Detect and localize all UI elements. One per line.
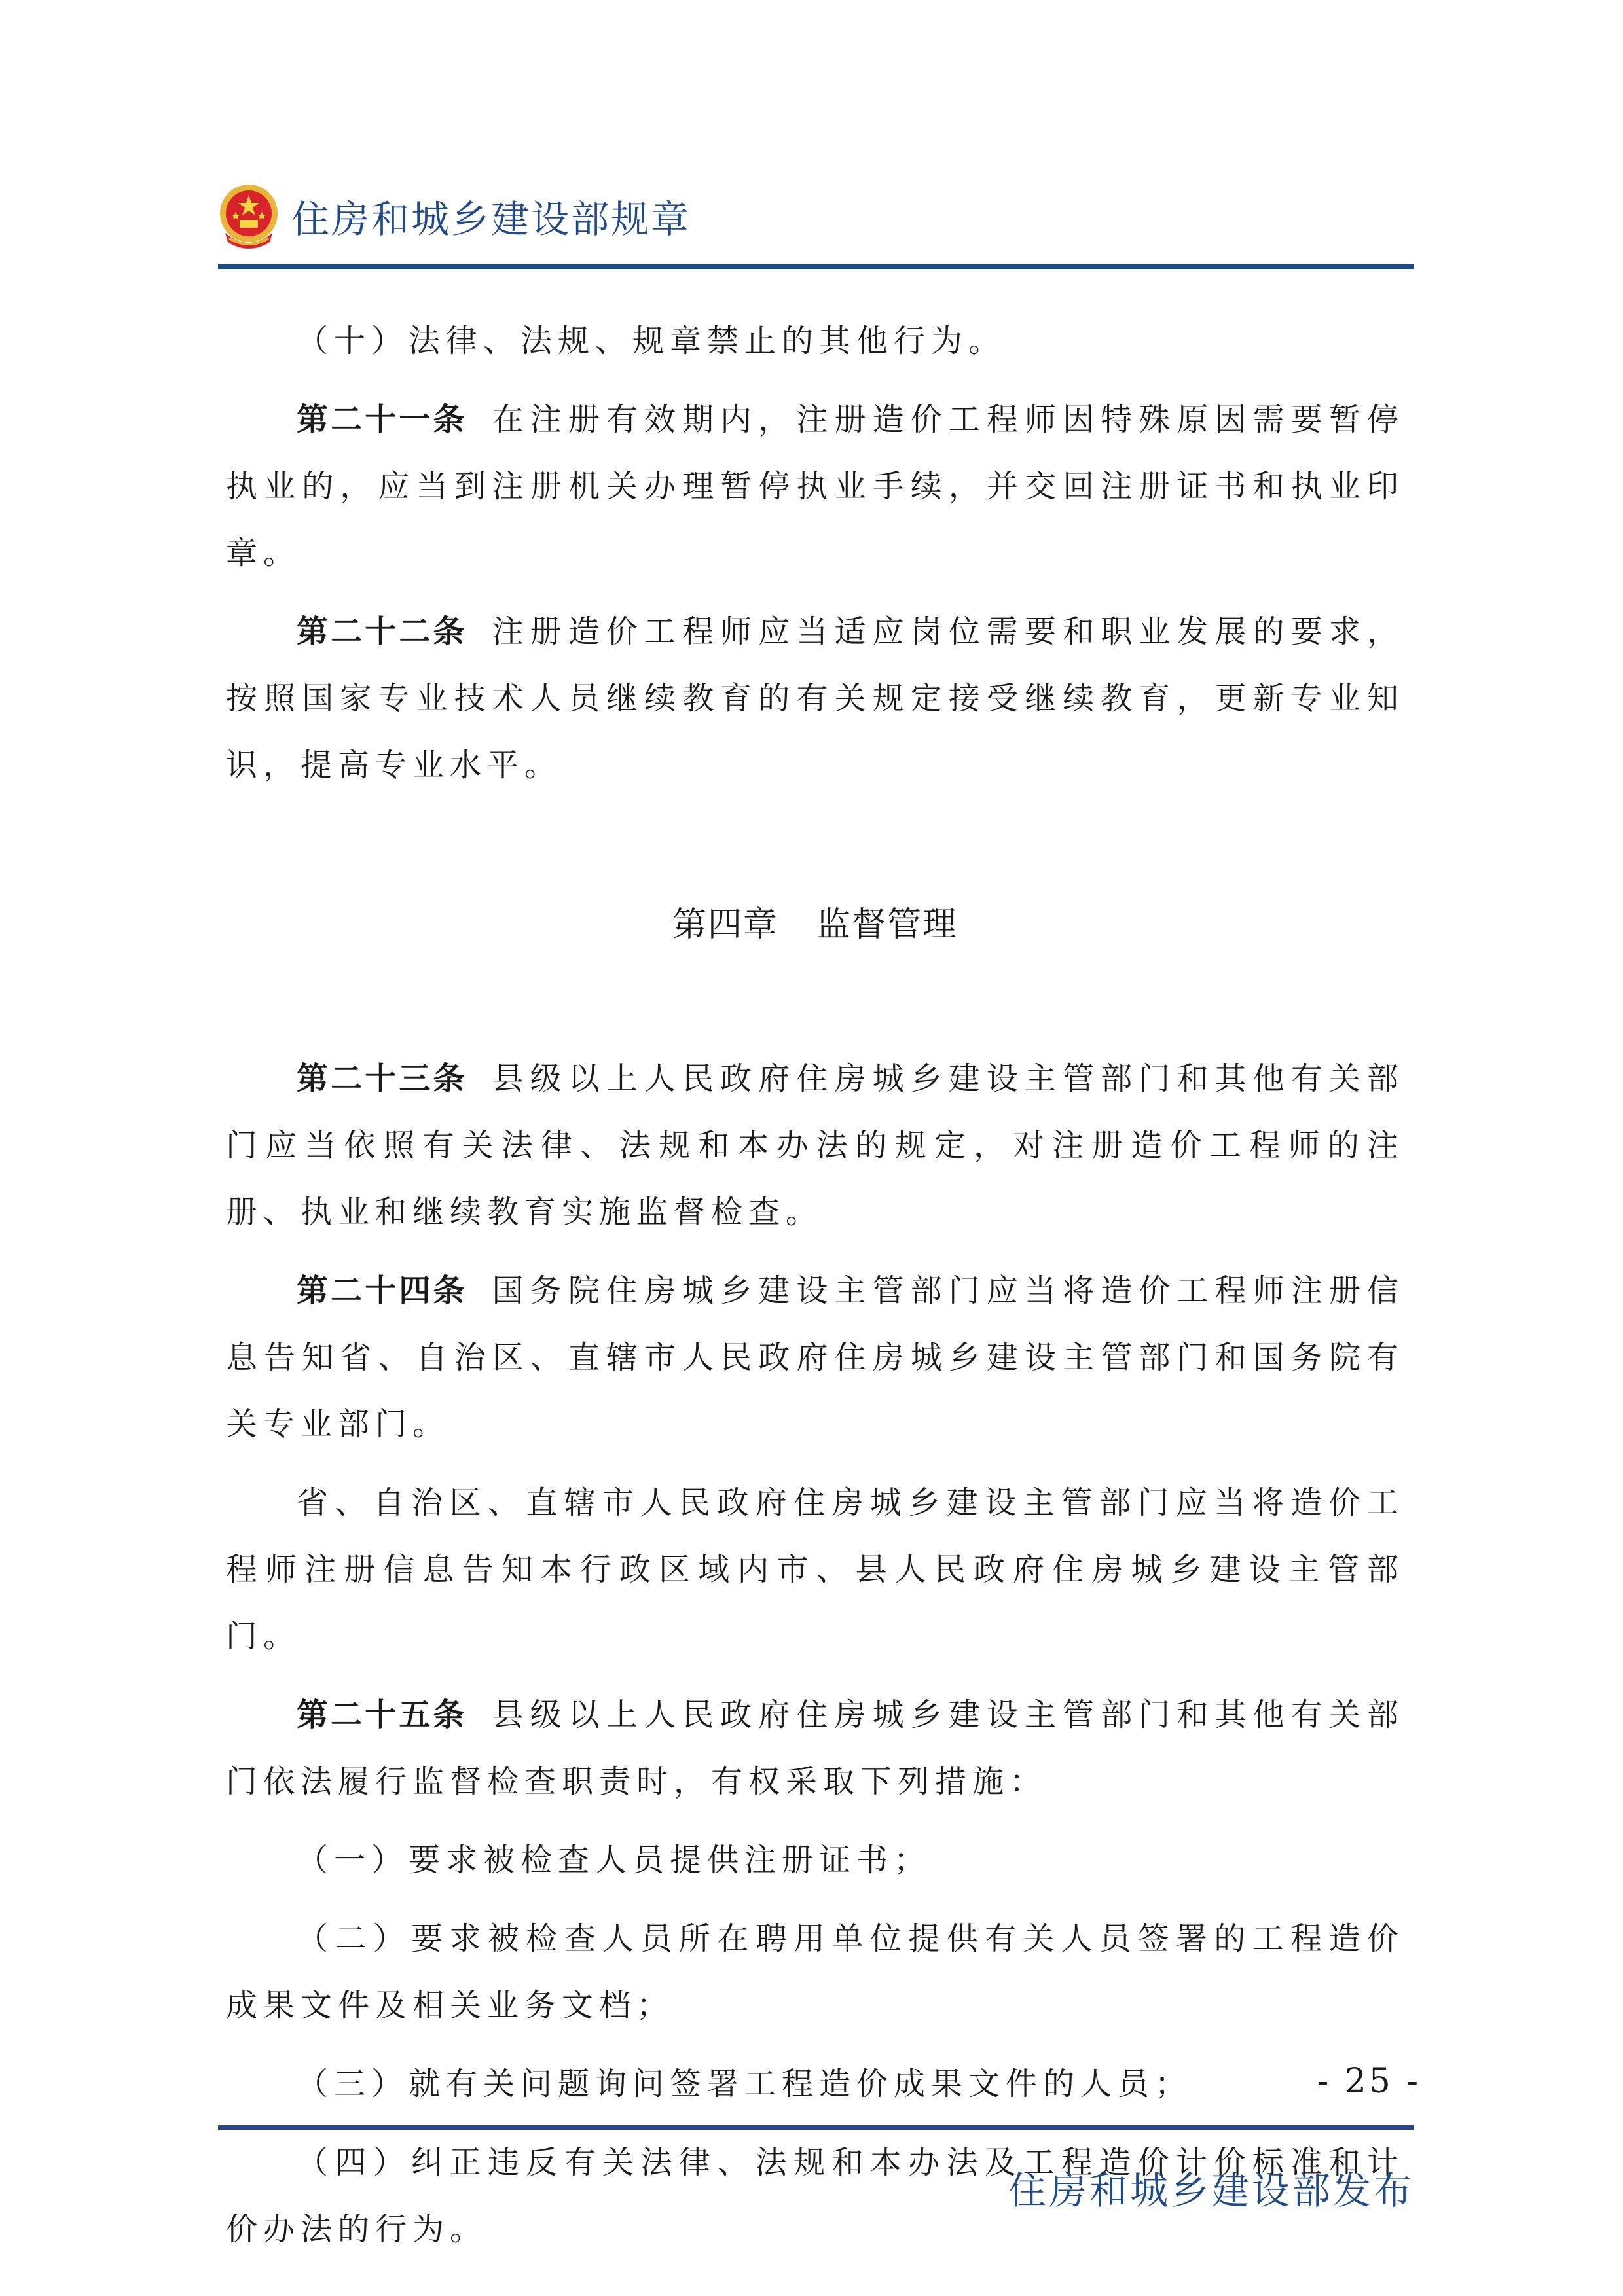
article-text: 国务院住房城乡建设主管部门应当将造价工程师注册信息告知省、自治区、直辖市人民政府住房城乡建设主管部门和国务院有关专业部门。 xyxy=(226,1272,1404,1443)
list-item xyxy=(226,1905,1404,2039)
article-text: 县级以上人民政府住房城乡建设主管部门和其他有关部门依法履行监督检查职责时，有权采取下列措施： xyxy=(226,1696,1404,1800)
list-item xyxy=(226,1827,1404,1893)
article-25 xyxy=(226,1681,1404,1815)
footer-publisher: 住房和城乡建设部发布 xyxy=(1008,2168,1414,2213)
paragraph-text: （十）法律、法规、规章禁止的其他行为。 xyxy=(297,323,1006,359)
list-item xyxy=(226,2051,1404,2117)
article-number: 第二十一条 xyxy=(297,401,467,438)
paragraph xyxy=(226,1469,1404,1670)
list-item-text: （三）就有关问题询问签署工程造价成果文件的人员； xyxy=(297,2066,1193,2102)
article-number: 第二十三条 xyxy=(297,1060,467,1097)
paragraph xyxy=(226,308,1404,374)
header-title: 住房和城乡建设部规章 xyxy=(291,197,691,242)
chapter-number: 第四章 xyxy=(672,905,778,944)
list-item-text: （二）要求被检查人员所在聘用单位提供有关人员签署的工程造价成果文件及相关业务文档； xyxy=(226,1920,1404,2024)
article-24 xyxy=(226,1257,1404,1458)
article-21 xyxy=(226,386,1404,586)
list-item-text: （四）纠正违反有关法律、法规和本办法及工程造价计价标准和计价办法的行为。 xyxy=(226,2144,1404,2248)
page-number: - 25 - xyxy=(1317,2062,1421,2101)
article-number: 第二十五条 xyxy=(297,1696,467,1733)
national-emblem-icon xyxy=(216,182,282,254)
chapter-heading xyxy=(226,897,1404,946)
header-divider xyxy=(218,264,1414,269)
article-22 xyxy=(226,598,1404,798)
list-item-text: （一）要求被检查人员提供注册证书； xyxy=(297,1842,932,1878)
chapter-title: 监督管理 xyxy=(816,905,958,944)
article-text: 在注册有效期内，注册造价工程师因特殊原因需要暂停执业的，应当到注册机关办理暂停执业手续，并交回注册证书和执业印章。 xyxy=(226,401,1404,571)
footer-divider xyxy=(218,2125,1414,2130)
article-number: 第二十四条 xyxy=(297,1272,467,1309)
article-text: 县级以上人民政府住房城乡建设主管部门和其他有关部门应当依照有关法律、法规和本办法的规定，对注册造价工程师的注册、执业和继续教育实施监督检查。 xyxy=(226,1060,1404,1230)
article-text: 注册造价工程师应当适应岗位需要和职业发展的要求，按照国家专业技术人员继续教育的有关规定接受继续教育，更新专业知识，提高专业水平。 xyxy=(226,613,1404,783)
paragraph-text: 省、自治区、直辖市人民政府住房城乡建设主管部门应当将造价工程师注册信息告知本行政区域内市、县人民政府住房城乡建设主管部门。 xyxy=(226,1484,1404,1655)
document-body xyxy=(226,308,1404,2274)
article-number: 第二十二条 xyxy=(297,613,467,650)
page-header xyxy=(216,177,1414,262)
article-23 xyxy=(226,1045,1404,1246)
